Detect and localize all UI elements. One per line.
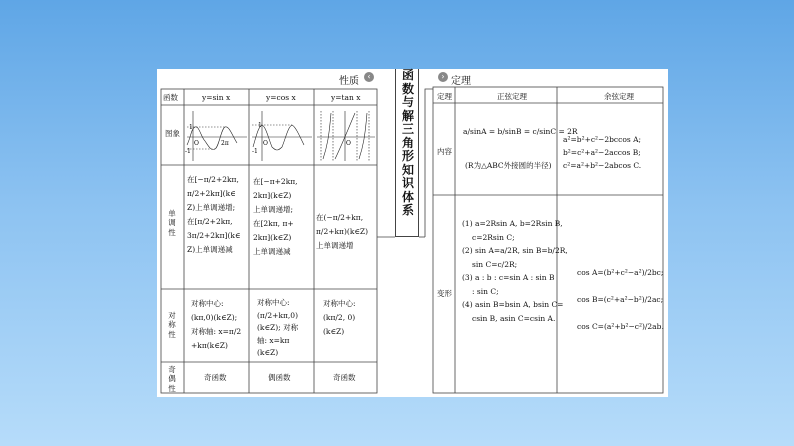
center-title: 函 数 与 解 三 角 形 知 识 体 系 (401, 68, 414, 217)
header-function: 函数 (163, 93, 178, 102)
svg-text:-1: -1 (252, 148, 258, 155)
sine-variants: (1) a=2Rsin A, b=2Rsin B, c=2Rsin C; (2) sin A=a/2R, sin B=b/2R, sin C=c/2R; (3) a : b : c=sin A : sin B : sin C; (4) asin B=bsin A, bsin C= csin B, asin C=csin A. (462, 219, 568, 323)
row-label-symmetry: 对称性 (168, 311, 176, 339)
row-label-parity: 奇偶性 (168, 365, 176, 393)
row-label-monotonic: 单调性 (168, 209, 176, 237)
tan-symmetry: 对称中心: (kπ/2, 0) (k∈Z) (323, 299, 356, 336)
sin-symmetry: 对称中心: (kπ,0)(k∈Z); 对称轴: x=π/2 +kπ(k∈Z) (191, 299, 242, 350)
cosine-variants: cos A=(b²+c²−a²)/2bc; cos B=(c²+a²−b²)/2ac; cos C=(a²+b²−c²)/2ab. (577, 268, 664, 331)
tan-parity: 奇函数 (333, 373, 356, 382)
sin-monotonic: 在[−π/2+2kπ, π/2+2kπ](k∈ Z)上单调递增; 在[π/2+2kπ, 3π/2+2kπ](k∈ Z)上单调递减 (187, 175, 241, 254)
tan-monotonic: 在(−π/2+kπ, π/2+kπ)(k∈Z) 上单调递增 (316, 213, 369, 250)
row-label-graph: 图象 (165, 129, 180, 138)
svg-text:2π: 2π (221, 140, 229, 147)
svg-text:1: 1 (258, 122, 262, 129)
sine-law-formula: a/sinA = b/sinB = c/sinC = 2R (463, 127, 578, 136)
svg-text:1: 1 (189, 124, 193, 131)
cos-monotonic: 在[−π+2kπ, 2kπ](k∈Z) 上单调递增; 在[2kπ, π+ 2kπ](k∈Z) 上单调递减 (253, 177, 298, 256)
header-cosine-law: 余弦定理 (604, 92, 634, 101)
left-section-title: 性质 (339, 76, 359, 87)
svg-text:O: O (194, 140, 199, 147)
svg-text:O: O (263, 140, 268, 147)
tan-graph (315, 107, 376, 163)
header-cos: y=cos x (266, 93, 296, 102)
knowledge-sheet (157, 69, 668, 397)
row-label-variant: 变形 (437, 289, 452, 298)
header-tan: y=tan x (331, 93, 361, 102)
svg-text:O: O (346, 140, 351, 147)
chevron-right-icon: › (438, 72, 448, 82)
sin-graph (185, 107, 248, 163)
cos-symmetry: 对称中心: (π/2+kπ,0) (k∈Z); 对称 轴: x=kπ (k∈Z) (257, 298, 299, 357)
svg-text:-1: -1 (185, 148, 191, 155)
cos-graph (250, 107, 313, 163)
header-sin: y=sin x (202, 93, 231, 102)
row-label-content: 内容 (437, 147, 452, 156)
sine-law-note: (R为△ABC外接圆的半径) (465, 161, 552, 170)
header-sine-law: 正弦定理 (497, 92, 527, 101)
chevron-left-icon: ‹ (364, 72, 374, 82)
header-theorem: 定理 (437, 92, 452, 101)
right-section-title: 定理 (451, 76, 471, 87)
cosine-law-formulas: a²=b²+c²−2bccos A; b²=c²+a²−2accos B; c²=a²+b²−2abcos C. (563, 135, 642, 170)
cos-parity: 偶函数 (268, 373, 291, 382)
sin-parity: 奇函数 (204, 373, 227, 382)
